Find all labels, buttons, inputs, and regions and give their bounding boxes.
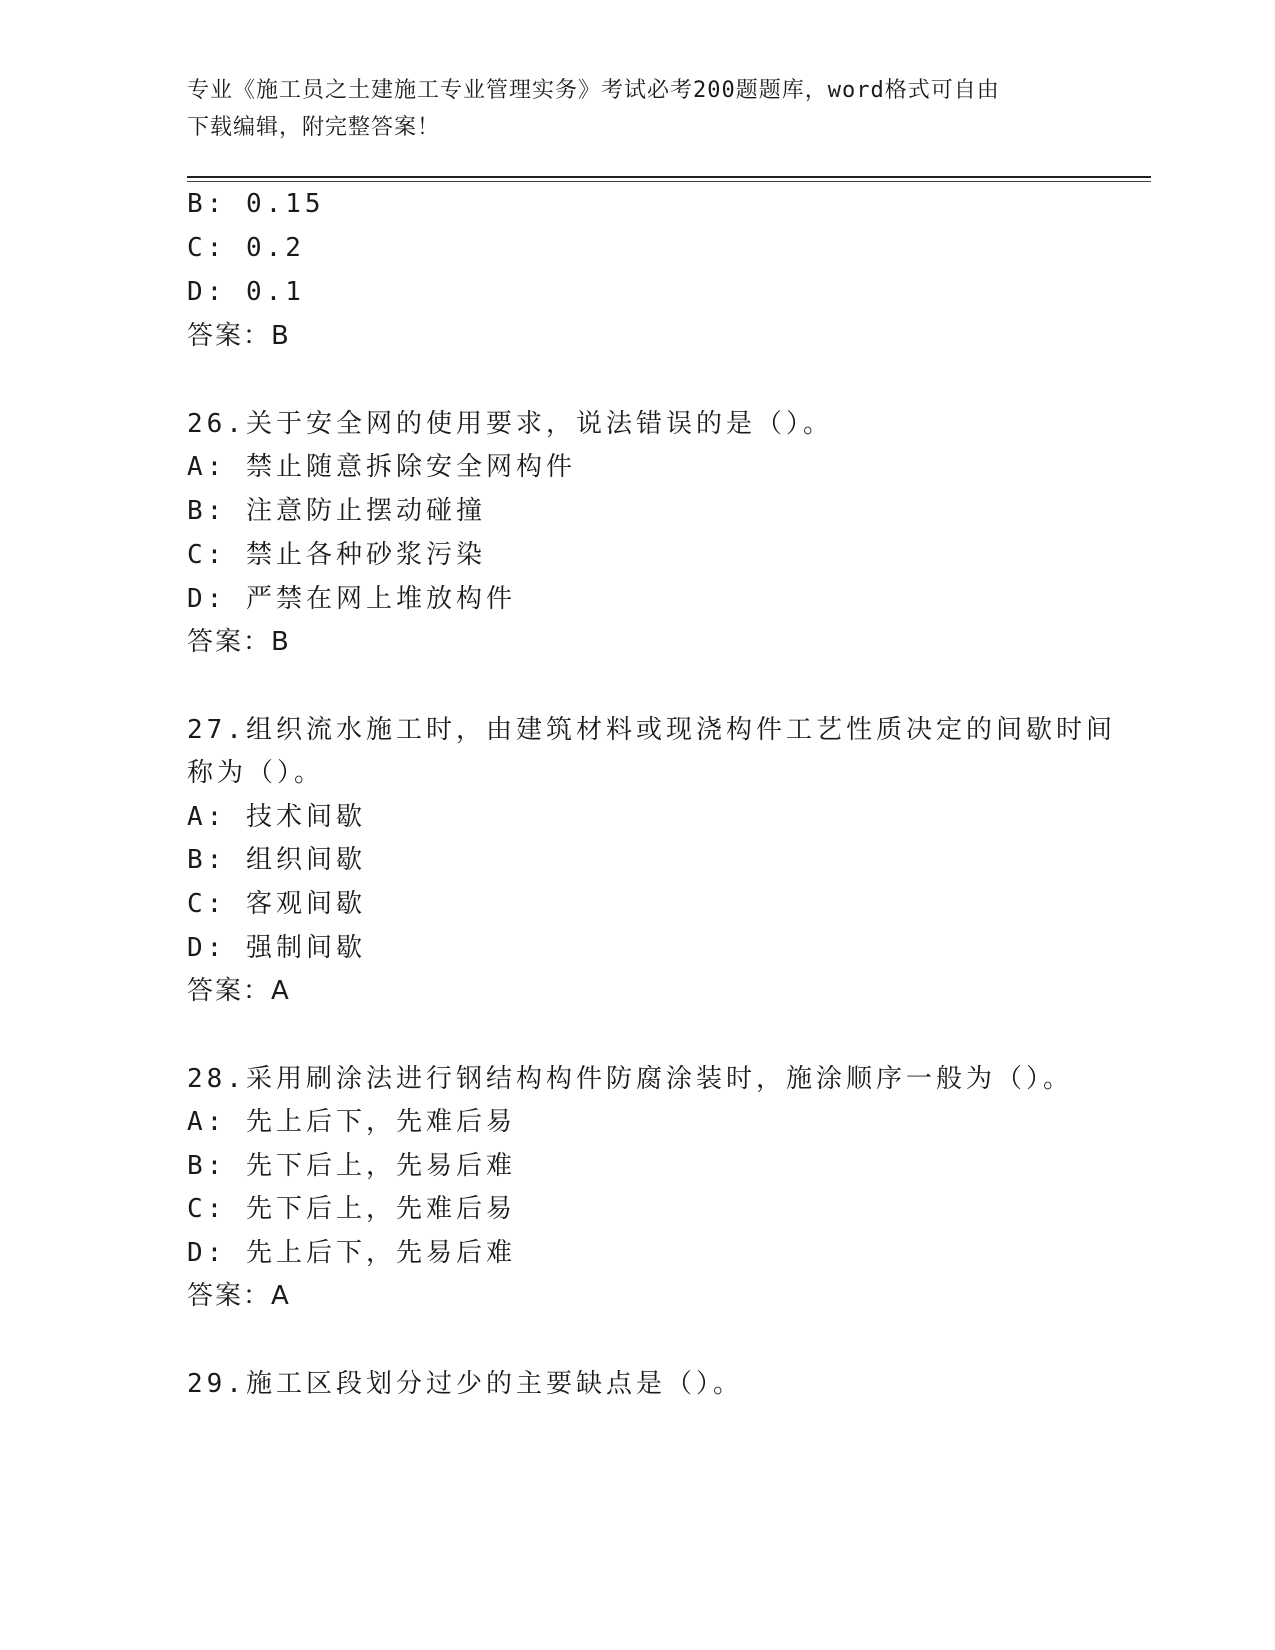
option-b: B: 组织间歇 xyxy=(187,845,366,875)
header-divider-thick xyxy=(187,176,1151,178)
option-b: B: 注意防止摆动碰撞 xyxy=(187,496,486,526)
option-d: D: 严禁在网上堆放构件 xyxy=(187,584,516,614)
option-d: D: 先上后下，先易后难 xyxy=(187,1238,516,1268)
question-stem-line-2: 称为（）。 xyxy=(187,758,325,788)
option-c: C: 客观间歇 xyxy=(187,889,366,919)
option-c: C: 先下后上，先难后易 xyxy=(187,1194,516,1224)
option-a: A: 技术间歇 xyxy=(187,802,366,832)
option-c: C: 0.2 xyxy=(187,233,305,263)
question-stem-line-1: 27.组织流水施工时，由建筑材料或现浇构件工艺性质决定的间歇时间 xyxy=(187,715,1116,745)
document-header xyxy=(187,72,1067,146)
option-c: C: 禁止各种砂浆污染 xyxy=(187,540,486,570)
answer: 答案：A xyxy=(187,1281,291,1311)
option-a: A: 先上后下，先难后易 xyxy=(187,1107,516,1137)
answer: 答案：B xyxy=(187,321,291,351)
header-line-2: 下载编辑，附完整答案！ xyxy=(187,115,441,140)
option-b: B: 0.15 xyxy=(187,189,325,219)
option-a: A: 禁止随意拆除安全网构件 xyxy=(187,452,576,482)
question-stem: 28.采用刷涂法进行钢结构构件防腐涂装时，施涂顺序一般为（）。 xyxy=(187,1064,1073,1094)
answer: 答案：A xyxy=(187,976,291,1006)
option-b: B: 先下后上，先易后难 xyxy=(187,1151,516,1181)
option-d: D: 0.1 xyxy=(187,277,305,307)
header-line-1: 专业《施工员之土建施工专业管理实务》考试必考200题题库，word格式可自由 xyxy=(187,78,1000,103)
question-stem: 26.关于安全网的使用要求，说法错误的是（）。 xyxy=(187,409,833,439)
answer: 答案：B xyxy=(187,627,291,657)
header-divider-thin xyxy=(187,181,1151,182)
question-stem: 29.施工区段划分过少的主要缺点是（）。 xyxy=(187,1369,743,1399)
option-d: D: 强制间歇 xyxy=(187,933,366,963)
